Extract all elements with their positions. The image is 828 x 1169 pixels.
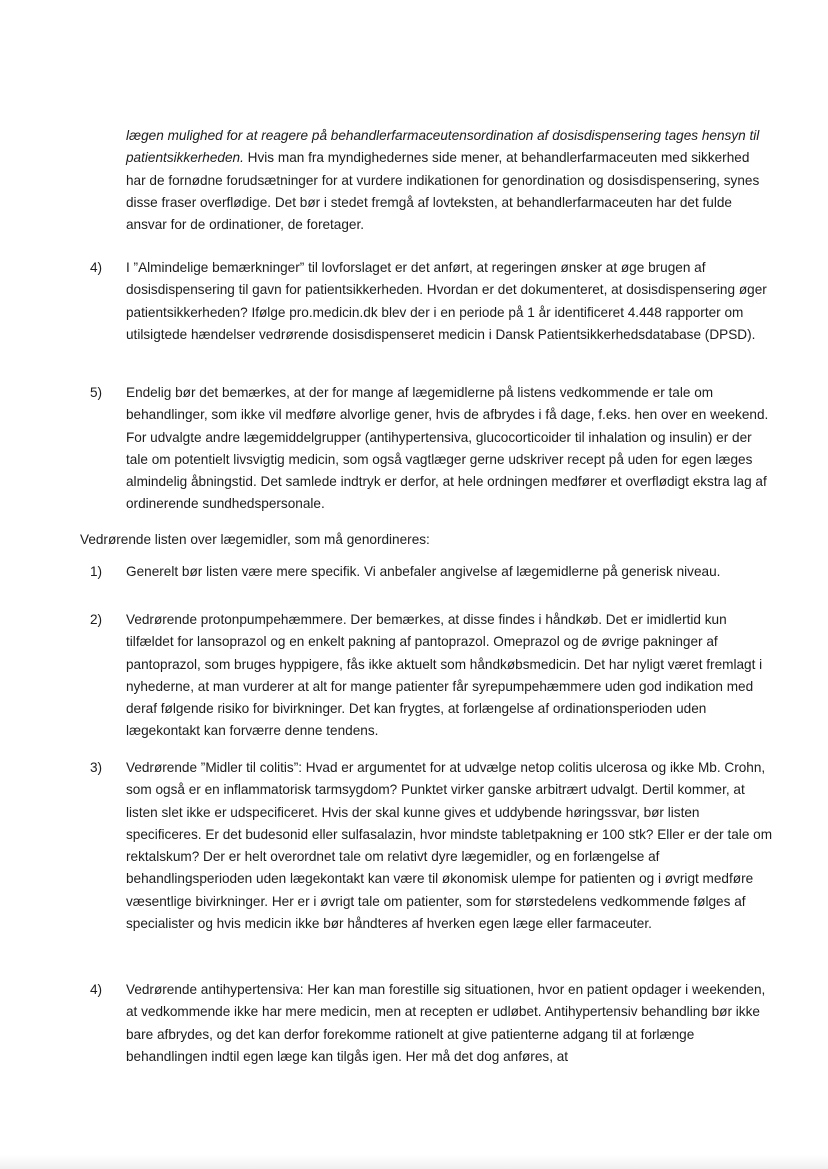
section-heading: Vedrørende listen over lægemidler, som må genordineres: xyxy=(80,532,430,547)
item-number: 2) xyxy=(90,612,103,627)
item-text: I ”Almindelige bemærkninger” til lovforslaget er det anført, at regeringen ønsker at øge brugen af dosisdispensering til gavn for patientsikkerheden. Hvordan er det dokumenteret, at dosisdispensering øger patientsikkerheden? Ifølge pro.medicin.dk blev der i en periode på 1 år identificeret 4.448 rapporter om utilsigtede hændelser vedrørende dosisdispenseret medicin i Dansk Patientsikkerhedsdatabase (DPSD). xyxy=(126,260,767,342)
item-number: 3) xyxy=(90,760,103,775)
continuation-paragraph xyxy=(126,125,766,236)
item-number: 5) xyxy=(90,385,103,400)
continuation-text: Hvis man fra myndighedernes side mener, at behandlerfarmaceuten med sikkerhed har de fornødne forudsætninger for at vurdere indikationen for genordination og dosisdispensering, synes disse fraser overflødige. Det bør i stedet fremgå af lovteksten, at behandlerfarmaceuten har det fulde ansvar for de ordinationer, de foretager. xyxy=(126,150,760,233)
item-text: Generelt bør listen være mere specifik. Vi anbefaler angivelse af lægemidlerne på generisk niveau. xyxy=(126,564,721,579)
item-number: 4) xyxy=(90,982,103,997)
item-text: Vedrørende protonpumpehæmmere. Der bemærkes, at disse findes i håndkøb. Det er imidlertid kun tilfældet for lansoprazol og en enkelt pakning af pantoprazol. Omeprazol og de øvrige pakninger af pantoprazol, som bruges hyppigere, fås ikke aktuelt som håndkøbsmedicin. Det har nyligt været fremlagt i nyhederne, at man vurderer at alt for mange patienter får syrepumpehæmmere uden god indikation med deraf følgende risiko for bivirkninger. Det kan frygtes, at forlængelse af ordinationsperioden uden lægekontakt kan forværre denne tendens. xyxy=(126,612,763,739)
item-number: 4) xyxy=(90,260,103,275)
item-text: Vedrørende ”Midler til colitis”: Hvad er argumentet for at udvælge netop colitis ulcerosa og ikke Mb. Crohn, som også er en inflammatorisk tarmsygdom? Punktet virker ganske arbitrært udvalgt. Dertil kommer, at listen slet ikke er udspecificeret. Hvis der skal kunne gives et uddybende høringssvar, bør listen specificeres. Er det budesonid eller sulfasalazin, hvor mindste tabletpakning er 100 stk? Eller er der tale om rektalskum? Der er helt overordnet tale om relativt dyre lægemidler, og en forlængelse af behandlingsperioden uden lægekontakt kan være til økonomisk ulempe for patienten og i øvrigt medføre væsentlige bivirkninger. Her er i øvrigt tale om patienter, som for størstedelens vedkommende følges af specialister og hvis medicin ikke bør håndteres af hverken egen læge eller farmaceuter. xyxy=(126,760,773,932)
item-text: Endelig bør det bemærkes, at der for mange af lægemidlerne på listens vedkommende er tale om behandlinger, som ikke vil medføre alvorlige gener, hvis de afbrydes i få dage, f.eks. hen over en weekend. For udvalgte andre lægemiddelgrupper (antihypertensiva, glucocorticoider til inhalation og insulin) er der tale om potentielt livsvigtig medicin, som også vagtlæger gerne udskriver recept på uden for egen læges almindelig åbningstid. Det samlede indtryk er derfor, at hele ordningen medfører et overflødigt ekstra lag af ordinerende sundhedspersonale. xyxy=(126,385,769,512)
continuation-italic: lægen mulighed for at reagere på behandlerfarmaceutensordination af dosisdispensering tages hensyn til patientsikkerheden. xyxy=(126,128,760,166)
scan-edge-shadow xyxy=(0,1155,828,1169)
item-number: 1) xyxy=(90,564,103,579)
item-text: Vedrørende antihypertensiva: Her kan man forestille sig situationen, hvor en patient opdager i weekenden, at vedkommende ikke har mere medicin, men at recepten er udløbet. Antihypertensiv behandling bør ikke bare afbrydes, og det kan derfor forekomme rationelt at give patienterne adgang til at forlænge behandlingen indtil egen læge kan tilgås igen. Her må det dog anføres, at xyxy=(126,982,766,1064)
